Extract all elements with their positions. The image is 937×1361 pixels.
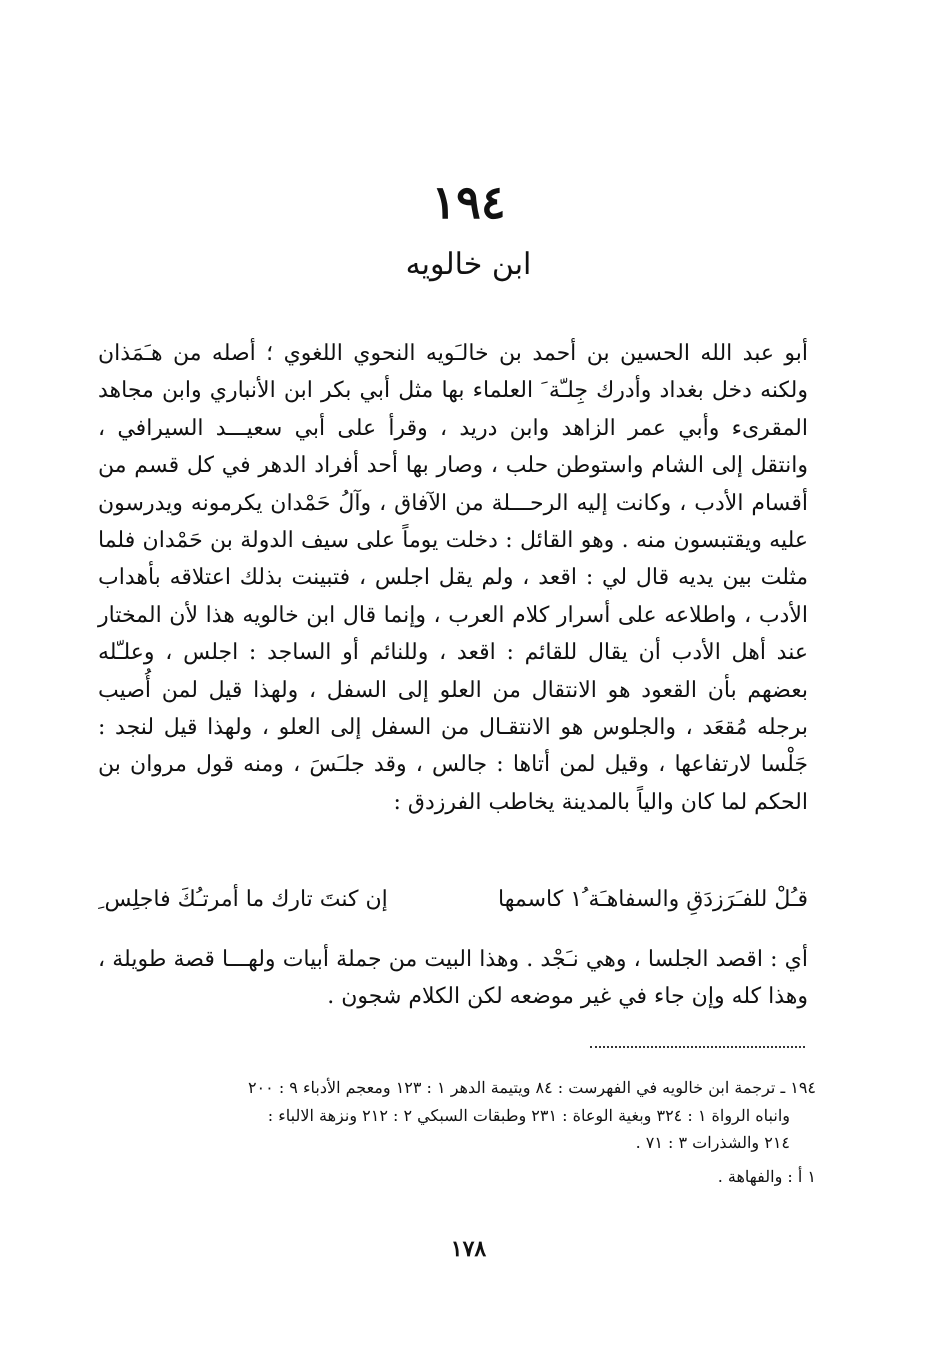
entry-title: ابن خالويه — [405, 247, 532, 282]
entry-number: ١٩٤ — [431, 175, 506, 229]
verse-second-hemistich: إن كنتَ تارك ما أمرتـُكَ فاجلِس ِ — [98, 887, 388, 912]
footnotes — [104, 1074, 816, 1190]
footnote-sources-line-1: ١٩٤ ـ ترجمة ابن خالويه في الفهرست : ٨٤ ويتيمة الدهر ١ : ١٢٣ ومعجم الأدباء ٩ : ٢٠٠ — [247, 1078, 816, 1097]
verse-first-hemistich: قـُلْ للفـَرَزدَقِ والسفاهـَة ُ١ كاسمها — [498, 887, 808, 912]
commentary-paragraph: أي : اقصد الجلسا ، وهي نـَجْد . وهذا البيت من جملة أبيات ولهـــا قصة طويلة ، وهذا كله وإن جاء في غير موضعه لكن الكلام شجون . — [98, 947, 808, 1010]
biography-text — [98, 335, 808, 821]
footnote-divider — [590, 1046, 805, 1048]
biography-paragraph: أبو عبد الله الحسين بن أحمد بن خالـَويه النحوي اللغوي ؛ أصله من هـَمَذان ولكنه دخل بغداد وأدرك جِلـّة َ العلماء بها مثل أبي بكر ابن الأنباري وابن مجاهد المقرىء وأبي عمر الزاهد وابن دريد ، وقرأ على أبي سعيـــد السيرافي ، وانتقل إلى الشام واستوطن حلب ، وصار بها أحد أفراد الدهر في كل قسم من أقسام الأدب ، وكانت إليه الرحـــلة من الآفاق ، وآلُ حَمْدان يكرمونه ويدرسون عليه ويقتبسون منه . وهو القائل : دخلت يوماً على سيف الدولة بن حَمْدان فلما مثلت بين يديه قال لي : اقعد ، ولم يقل اجلس ، فتبينت بذلك اعتلاقه بأهداب الأدب ، واطلاعه على أسرار كلام العرب ، وإنما قال ابن خالويه هذا لأن المختار عند أهل الأدب أن يقال للقائم : اقعد ، وللنائم أو الساجد : اجلس ، وعلـّله بعضهم بأن القعود هو الانتقال من العلو إلى السفل ، ولهذا قيل لمن أُصيب برجله مُقعَد ، والجلوس هو الانتقـال من السفل إلى العلو ، ولهذا قيل لنجد : جَلْسا لارتفاعها ، وقيل لمن أتاها : جالس ، وقد جلـَسَ ، ومنه قول مروان بن الحكم لما كان والياً بالمدينة يخاطب الفرزدق : — [98, 341, 808, 815]
page-number: ١٧٨ — [450, 1236, 487, 1262]
footnote-sources-line-3: ٢١٤ والشذرات ٣ : ٧١ . — [635, 1133, 790, 1152]
footnote-sources-line-2: وانباه الرواة ١ : ٣٢٤ وبغية الوعاة : ٢٣١ وطبقات السبكي ٢ : ٢١٢ ونزهة الالباء : — [267, 1105, 790, 1125]
poetry-verse — [98, 880, 808, 920]
footnote-variant: ١ أ : والفهاهة . — [717, 1166, 816, 1186]
commentary-text — [98, 941, 808, 1016]
